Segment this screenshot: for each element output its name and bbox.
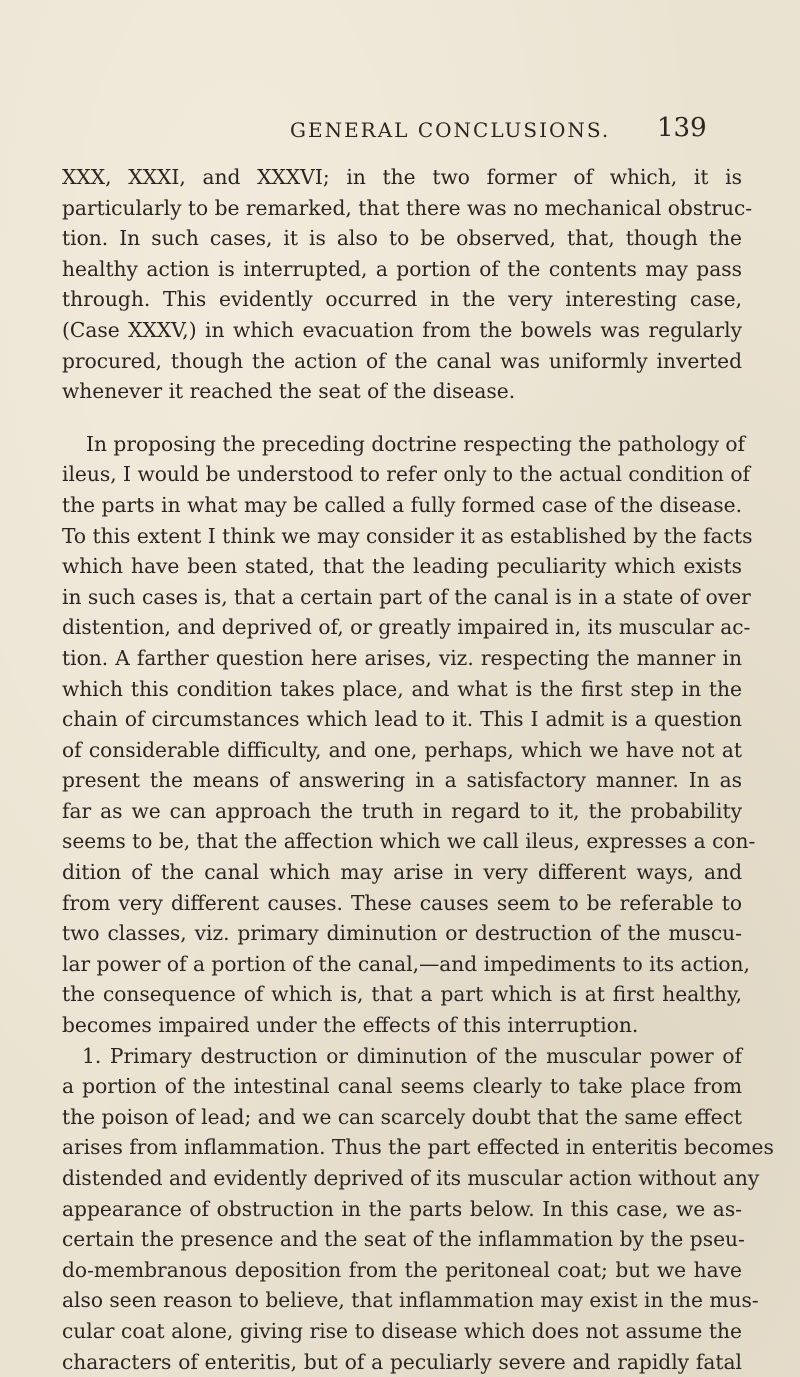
text-line: To this extent I think we may consider it as established by the facts <box>62 523 753 548</box>
text-line: also seen reason to believe, that inflammation may exist in the mus- <box>62 1288 759 1313</box>
body-text <box>62 162 774 1377</box>
paragraph-3 <box>62 1041 774 1377</box>
text-line: the consequence of which is, that a part which is at first healthy, <box>62 982 742 1007</box>
text-line: distended and evidently deprived of its muscular action without any <box>62 1166 760 1190</box>
text-line: of considerable difficulty, and one, perhaps, which we have not at <box>62 737 742 762</box>
text-line: In proposing the preceding doctrine respecting the pathology of <box>86 431 746 456</box>
text-line: do-membranous deposition from the peritoneal coat; but we have <box>62 1257 742 1282</box>
text-line: healthy action is interrupted, a portion of the contents may pass <box>62 256 742 281</box>
text-line: tion. In such cases, it is also to be observed, that, though the <box>62 226 742 251</box>
text-line: chain of circumstances which lead to it. This I admit is a question <box>62 707 742 732</box>
text-line: 1. Primary destruction or diminution of the muscular power of <box>82 1043 742 1068</box>
text-line: distention, and deprived of, or greatly impaired in, its muscular ac- <box>62 615 751 640</box>
text-line: the poison of lead; and we can scarcely doubt that the same effect <box>62 1104 742 1129</box>
running-head-title: GENERAL CONCLUSIONS. <box>290 118 611 142</box>
paragraph-1 <box>62 162 753 407</box>
text-line: procured, though the action of the canal was uniformly inverted <box>62 348 742 373</box>
text-line: characters of enteritis, but of a peculiarly severe and rapidly fatal <box>62 1349 742 1374</box>
text-line: tion. A farther question here arises, viz. respecting the manner in <box>62 645 742 670</box>
text-line: (Case XXXV,) in which evacuation from the bowels was regularly <box>62 317 742 342</box>
text-line: which have been stated, that the leading peculiarity which exists <box>62 554 742 579</box>
text-line: ileus, I would be understood to refer only to the actual condition of <box>62 462 750 487</box>
text-line: two classes, viz. primary diminution or destruction of the muscu- <box>62 921 742 946</box>
text-line: arises from inflammation. Thus the part effected in enteritis becomes <box>62 1135 774 1160</box>
text-line: certain the presence and the seat of the inflammation by the pseu- <box>62 1227 745 1252</box>
text-line: XXX, XXXI, and XXXVI; in the two former of which, it is <box>62 165 742 189</box>
text-line: lar power of a portion of the canal,—and impediments to its action, <box>62 951 750 976</box>
text-line: the parts in what may be called a fully formed case of the disease. <box>62 492 742 517</box>
text-line: present the means of answering in a satisfactory manner. In as <box>62 768 742 793</box>
text-line: becomes impaired under the effects of this interruption. <box>62 1013 639 1038</box>
paragraph-gap <box>62 407 742 429</box>
text-line: in such cases is, that a certain part of the canal is in a state of over <box>62 584 751 609</box>
text-line: a portion of the intestinal canal seems clearly to take place from <box>62 1074 742 1099</box>
text-line: far as we can approach the truth in regard to it, the probability <box>62 798 742 823</box>
page-number: 139 <box>657 113 707 143</box>
paragraph-2 <box>62 429 756 1041</box>
running-head <box>0 113 800 148</box>
text-line: dition of the canal which may arise in very different ways, and <box>62 860 742 885</box>
text-line: from very different causes. These causes seem to be referable to <box>62 890 742 915</box>
text-line: cular coat alone, giving rise to disease which does not assume the <box>62 1318 742 1343</box>
text-line: through. This evidently occurred in the very interesting case, <box>62 287 742 312</box>
text-line: which this condition takes place, and what is the first step in the <box>62 676 742 701</box>
text-line: whenever it reached the seat of the disease. <box>62 379 516 404</box>
text-line: particularly to be remarked, that there was no mechanical obstruc- <box>62 195 753 220</box>
text-line: seems to be, that the affection which we call ileus, expresses a con- <box>62 829 756 854</box>
text-line: appearance of obstruction in the parts below. In this case, we as- <box>62 1196 742 1221</box>
